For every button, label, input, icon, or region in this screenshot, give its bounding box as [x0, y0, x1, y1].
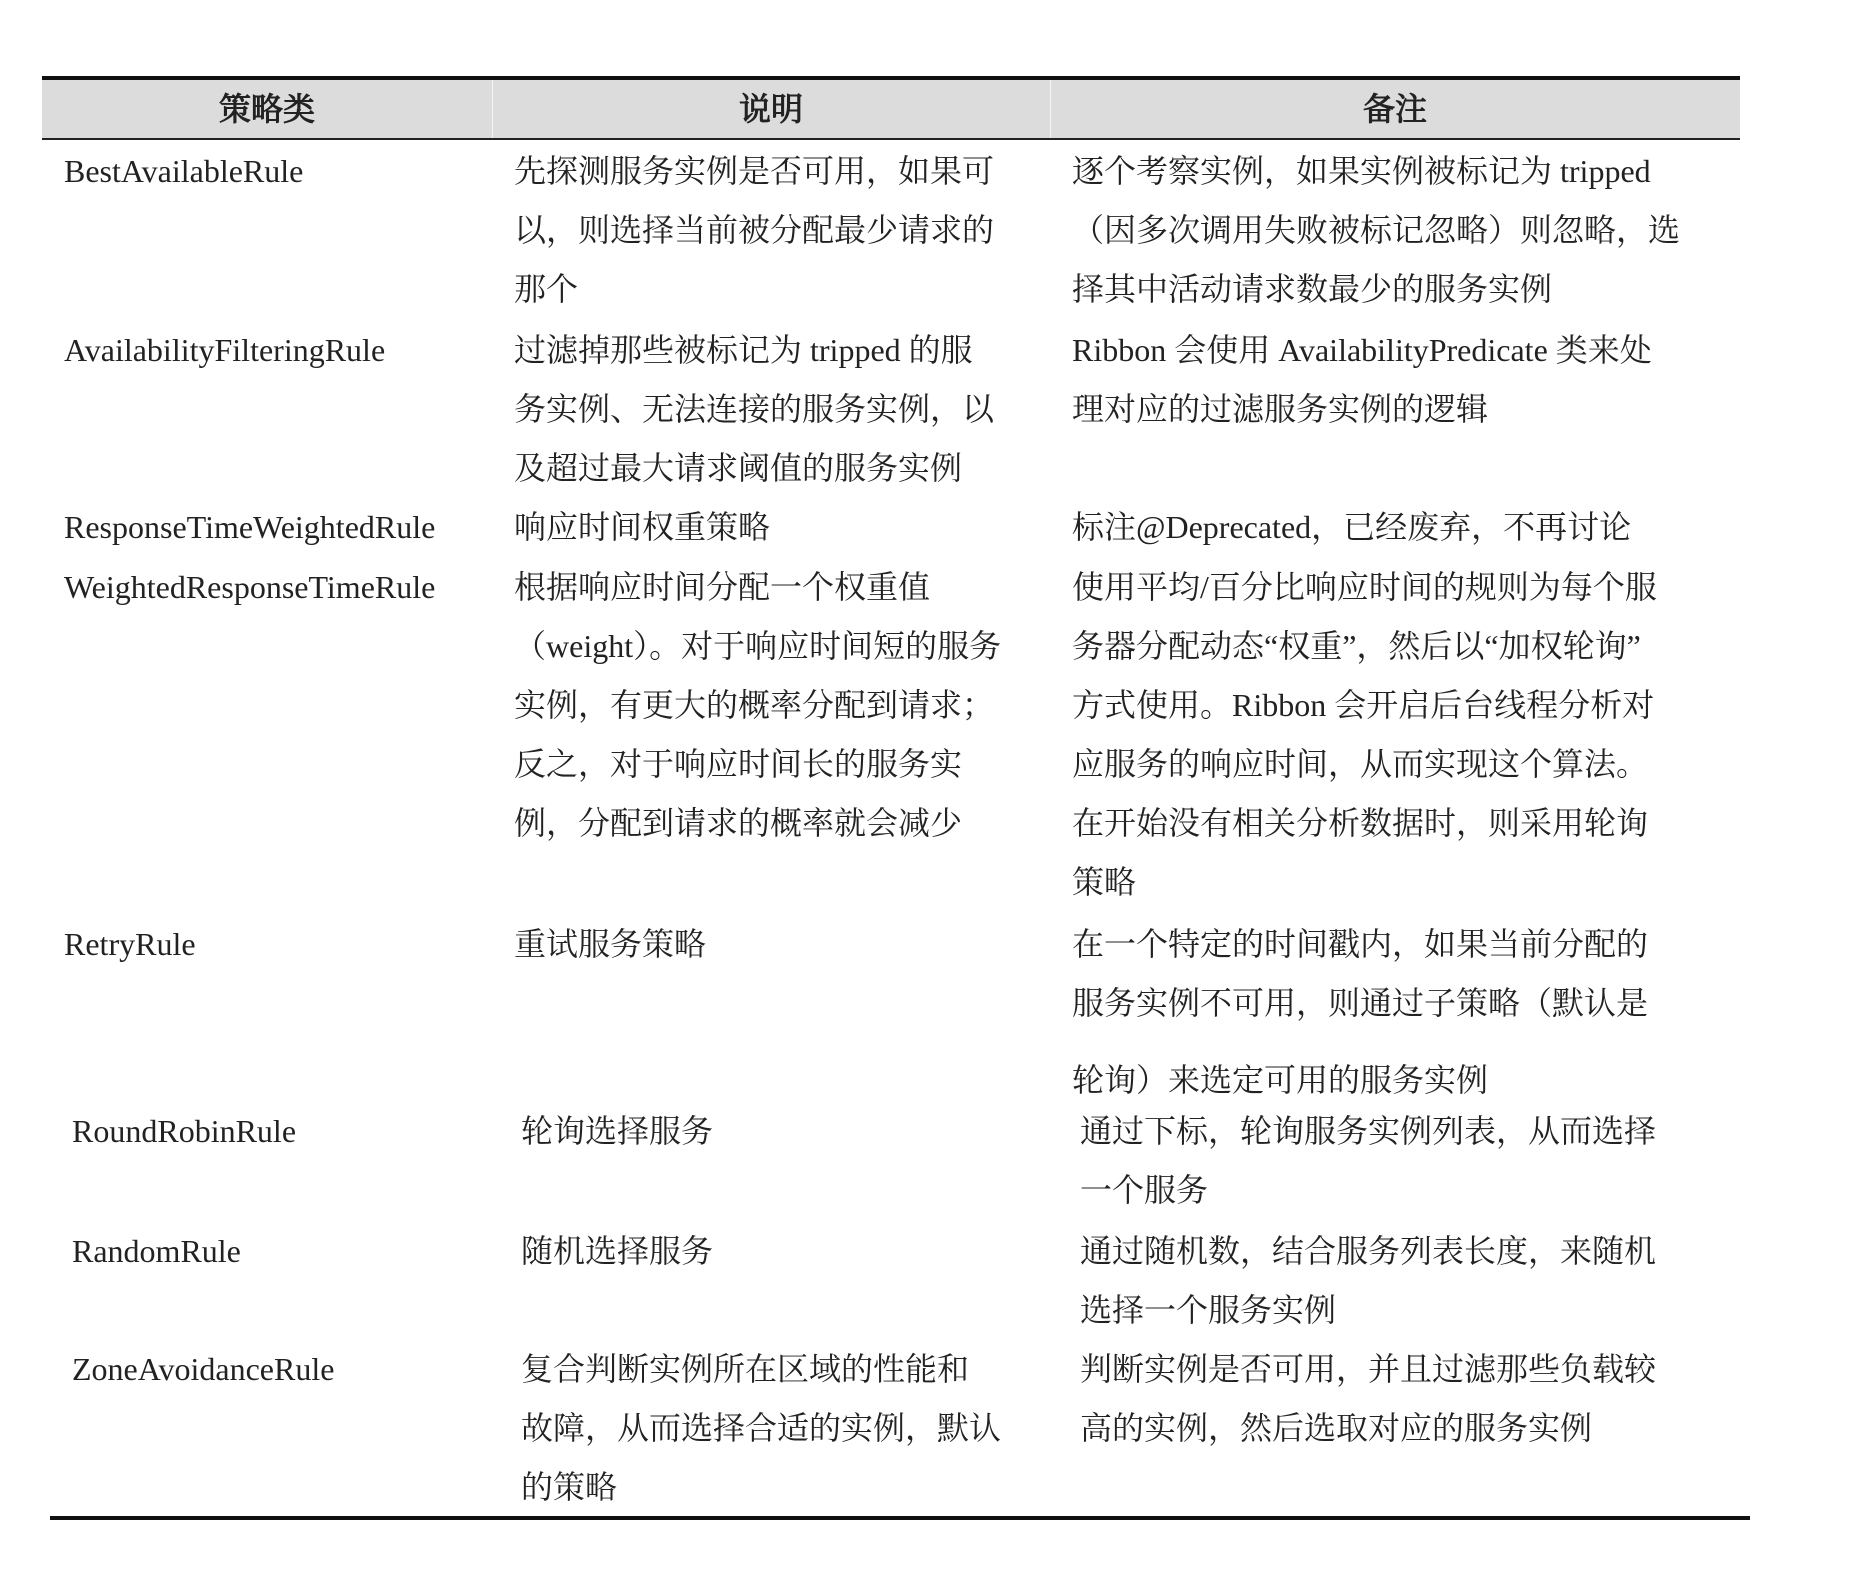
table-bottom-rule: [50, 1516, 1750, 1520]
header-remarks: 备注: [1362, 91, 1427, 127]
text-line: 故障，从而选择合适的实例，默认: [521, 1410, 1002, 1446]
text-line: 务器分配动态“权重”，然后以“加权轮询”: [1072, 628, 1641, 664]
description-cell: [521, 1102, 713, 1161]
text-line: （weight）。对于响应时间短的服务: [514, 628, 1002, 664]
text-line: 过滤掉那些被标记为 tripped 的服: [514, 332, 973, 368]
remark-cell: [1080, 1340, 1656, 1458]
text-line: 响应时间权重策略: [514, 509, 771, 545]
remark-cell: [1072, 321, 1652, 439]
remark-cell: [1072, 558, 1657, 912]
strategy-class-cell: ZoneAvoidanceRule: [72, 1351, 335, 1387]
text-line: 以，则选择当前被分配最少请求的: [514, 212, 995, 248]
text-line: 选择一个服务实例: [1080, 1292, 1337, 1328]
description-cell: [514, 498, 770, 557]
strategy-class-cell: RetryRule: [64, 926, 196, 962]
text-line: 通过随机数，结合服务列表长度，来随机: [1080, 1233, 1657, 1269]
strategy-class-cell: RoundRobinRule: [72, 1113, 297, 1149]
text-line: 实例，有更大的概率分配到请求；: [514, 687, 995, 723]
text-line: 逐个考察实例，如果实例被标记为 tripped: [1072, 153, 1651, 189]
remark-cell: [1072, 498, 1631, 557]
text-line: 随机选择服务: [521, 1233, 714, 1269]
text-line: 使用平均/百分比响应时间的规则为每个服: [1072, 569, 1657, 605]
text-line: 服务实例不可用，则通过子策略（默认是: [1072, 985, 1649, 1021]
strategy-class-cell: AvailabilityFilteringRule: [64, 332, 386, 368]
text-line: 先探测服务实例是否可用，如果可: [514, 153, 995, 189]
text-line: 反之，对于响应时间长的服务实: [514, 746, 963, 782]
text-line: Ribbon 会使用 AvailabilityPredicate 类来处: [1072, 332, 1652, 368]
text-line: 复合判断实例所在区域的性能和: [521, 1351, 970, 1387]
text-line: 务实例、无法连接的服务实例，以: [514, 391, 995, 427]
strategy-class-cell: BestAvailableRule: [64, 153, 304, 189]
description-cell: [514, 142, 994, 319]
text-line: 在一个特定的时间戳内，如果当前分配的: [1072, 926, 1649, 962]
text-line: （因多次调用失败被标记忽略）则忽略，选: [1072, 212, 1681, 248]
table-header: [42, 80, 1740, 140]
remark-cell: [1072, 142, 1680, 319]
text-line: 例，分配到请求的概率就会减少: [514, 805, 963, 841]
description-cell: [521, 1340, 1001, 1517]
header-description: 说明: [738, 91, 803, 127]
remark-cell: [1080, 1222, 1656, 1340]
text-line: 策略: [1072, 864, 1137, 900]
text-line: 轮询）来选定可用的服务实例: [1072, 1062, 1489, 1098]
strategy-class-cell: WeightedResponseTimeRule: [64, 569, 436, 605]
text-line: 高的实例，然后选取对应的服务实例: [1080, 1410, 1593, 1446]
text-line: 理对应的过滤服务实例的逻辑: [1072, 391, 1489, 427]
strategy-class-cell: RandomRule: [72, 1233, 241, 1269]
text-line: 根据响应时间分配一个权重值: [514, 569, 931, 605]
text-line: 重试服务策略: [514, 926, 707, 962]
text-line: 在开始没有相关分析数据时，则采用轮询: [1072, 805, 1649, 841]
text-line: 及超过最大请求阈值的服务实例: [514, 450, 963, 486]
text-line: 方式使用。Ribbon 会开启后台线程分析对: [1072, 687, 1655, 723]
text-line: 的策略: [521, 1469, 618, 1505]
text-line: 标注@Deprecated，已经废弃，不再讨论: [1072, 509, 1632, 545]
strategy-class-cell: ResponseTimeWeightedRule: [64, 509, 436, 545]
description-cell: [514, 558, 1001, 853]
text-line: 通过下标，轮询服务实例列表，从而选择: [1080, 1113, 1657, 1149]
text-line: 那个: [514, 271, 579, 307]
text-line: 应服务的响应时间，从而实现这个算法。: [1072, 746, 1649, 782]
text-line: 判断实例是否可用，并且过滤那些负载较: [1080, 1351, 1657, 1387]
remark-cell: [1072, 915, 1648, 1110]
description-cell: [521, 1222, 713, 1281]
description-cell: [514, 915, 706, 974]
remark-cell: [1080, 1102, 1656, 1220]
header-strategy-class: 策略类: [218, 91, 315, 127]
description-cell: [514, 321, 994, 498]
text-line: 择其中活动请求数最少的服务实例: [1072, 271, 1553, 307]
text-line: 轮询选择服务: [521, 1113, 714, 1149]
text-line: 一个服务: [1080, 1172, 1209, 1208]
